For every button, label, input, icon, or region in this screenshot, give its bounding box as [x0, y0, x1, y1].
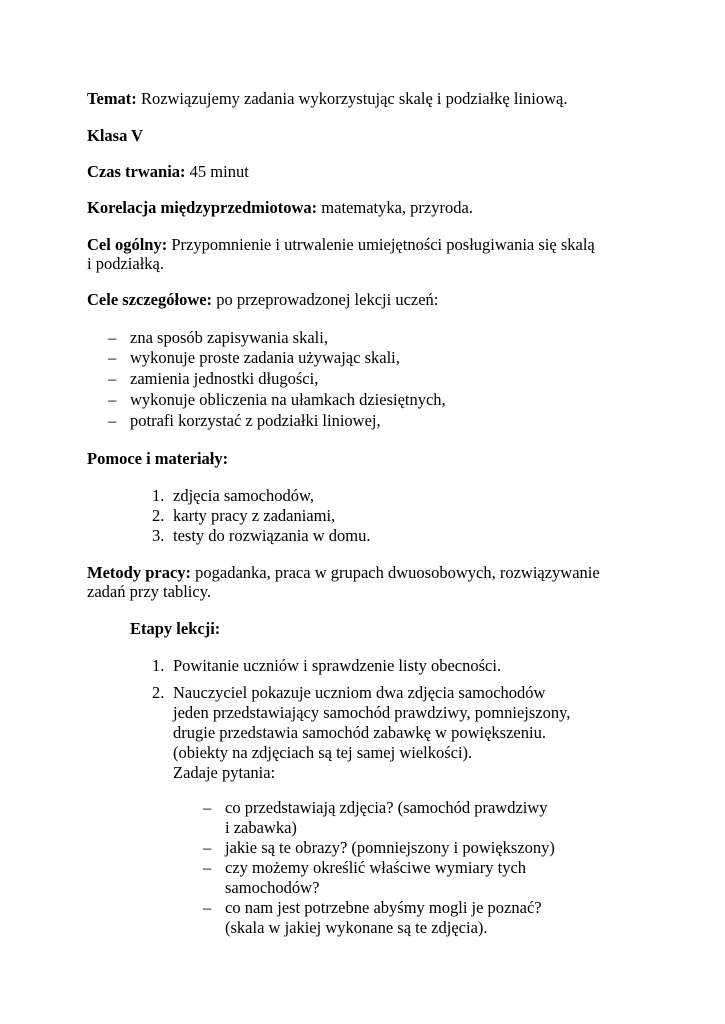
- pomoce-item: testy do rozwiązania w domu.: [173, 526, 371, 545]
- cele-item: potrafi korzystać z podziałki liniowej,: [130, 411, 381, 430]
- dash-bullet: –: [203, 838, 212, 857]
- pytanie-text: (skala w jakiej wykonane są te zdjęcia).: [225, 918, 488, 937]
- dash-bullet: –: [108, 390, 117, 409]
- pytanie-text: i zabawka): [225, 818, 297, 837]
- etapy-item-text: jeden przedstawiający samochód prawdziwy, pomniejszony,: [173, 703, 571, 722]
- etapy-item-text: Zadaje pytania:: [173, 763, 276, 782]
- etapy-item-text: (obiekty na zdjęciach są tej samej wielkości).: [173, 743, 473, 762]
- pytanie-text: jakie są te obrazy? (pomniejszony i powiększony): [225, 838, 555, 857]
- temat-label: Temat:: [87, 89, 137, 108]
- metody-line: [87, 563, 600, 582]
- pomoce-number: 2.: [152, 506, 165, 525]
- cel-ogolny-value: Przypomnienie i utrwalenie umiejętności posługiwania się skalą: [167, 235, 595, 254]
- cele-item: zamienia jednostki długości,: [130, 369, 319, 388]
- pomoce-number: 1.: [152, 486, 165, 505]
- etapy-label: Etapy lekcji:: [130, 619, 221, 638]
- cele-szczegolowe-line: [87, 290, 438, 309]
- korelacja-value: matematyka, przyroda.: [317, 198, 473, 217]
- etapy-number: 2.: [152, 683, 165, 702]
- pomoce-item: karty pracy z zadaniami,: [173, 506, 336, 525]
- klasa-line: [87, 126, 143, 145]
- czas-label: Czas trwania:: [87, 162, 186, 181]
- cele-item: zna sposób zapisywania skali,: [130, 328, 328, 347]
- klasa-label: Klasa V: [87, 126, 144, 145]
- etapy-item-text: Powitanie uczniów i sprawdzenie listy obecności.: [173, 656, 502, 675]
- dash-bullet: –: [108, 411, 117, 430]
- temat-value: Rozwiązujemy zadania wykorzystując skalę i podziałkę liniową.: [136, 89, 568, 108]
- czas-line: [87, 162, 249, 181]
- pomoce-line: [87, 449, 228, 468]
- dash-bullet: –: [108, 348, 117, 367]
- etapy-item-text: drugie przedstawia samochód zabawkę w powiększeniu.: [173, 723, 546, 742]
- pytanie-text: czy możemy określić właściwe wymiary tych: [225, 858, 527, 877]
- cele-szczegolowe-label: Cele szczegółowe:: [87, 290, 213, 309]
- metody-value-2: zadań przy tablicy.: [87, 582, 211, 601]
- metody-line-2: [87, 582, 211, 601]
- etapy-number: 1.: [152, 656, 165, 675]
- cel-ogolny-label: Cel ogólny:: [87, 235, 168, 254]
- korelacja-label: Korelacja międzyprzedmiotowa:: [87, 198, 318, 217]
- dash-bullet: –: [108, 328, 117, 347]
- dash-bullet: –: [108, 369, 117, 388]
- czas-value: 45 minut: [185, 162, 249, 181]
- cele-item: wykonuje obliczenia na ułamkach dziesiętnych,: [130, 390, 446, 409]
- metody-label: Metody pracy:: [87, 563, 192, 582]
- pomoce-number: 3.: [152, 526, 165, 545]
- cele-item: wykonuje proste zadania używając skali,: [130, 348, 400, 367]
- temat-line: [87, 89, 568, 108]
- dash-bullet: –: [203, 858, 212, 877]
- etapy-item-text: Nauczyciel pokazuje uczniom dwa zdjęcia samochodów: [173, 683, 546, 702]
- cel-ogolny-value-2: i podziałką.: [87, 254, 164, 273]
- pytanie-text: co nam jest potrzebne abyśmy mogli je poznać?: [225, 898, 542, 917]
- dash-bullet: –: [203, 798, 212, 817]
- cel-ogolny-line: [87, 235, 595, 254]
- cel-ogolny-line-2: [87, 254, 164, 273]
- pytanie-text: co przedstawiają zdjęcia? (samochód prawdziwy: [225, 798, 548, 817]
- etapy-line: [130, 619, 220, 638]
- pomoce-label: Pomoce i materiały:: [87, 449, 229, 468]
- pomoce-item: zdjęcia samochodów,: [173, 486, 314, 505]
- korelacja-line: [87, 198, 473, 217]
- dash-bullet: –: [203, 898, 212, 917]
- pytanie-text: samochodów?: [225, 878, 320, 897]
- cele-szczegolowe-value: po przeprowadzonej lekcji uczeń:: [212, 290, 439, 309]
- metody-value: pogadanka, praca w grupach dwuosobowych, rozwiązywanie: [191, 563, 600, 582]
